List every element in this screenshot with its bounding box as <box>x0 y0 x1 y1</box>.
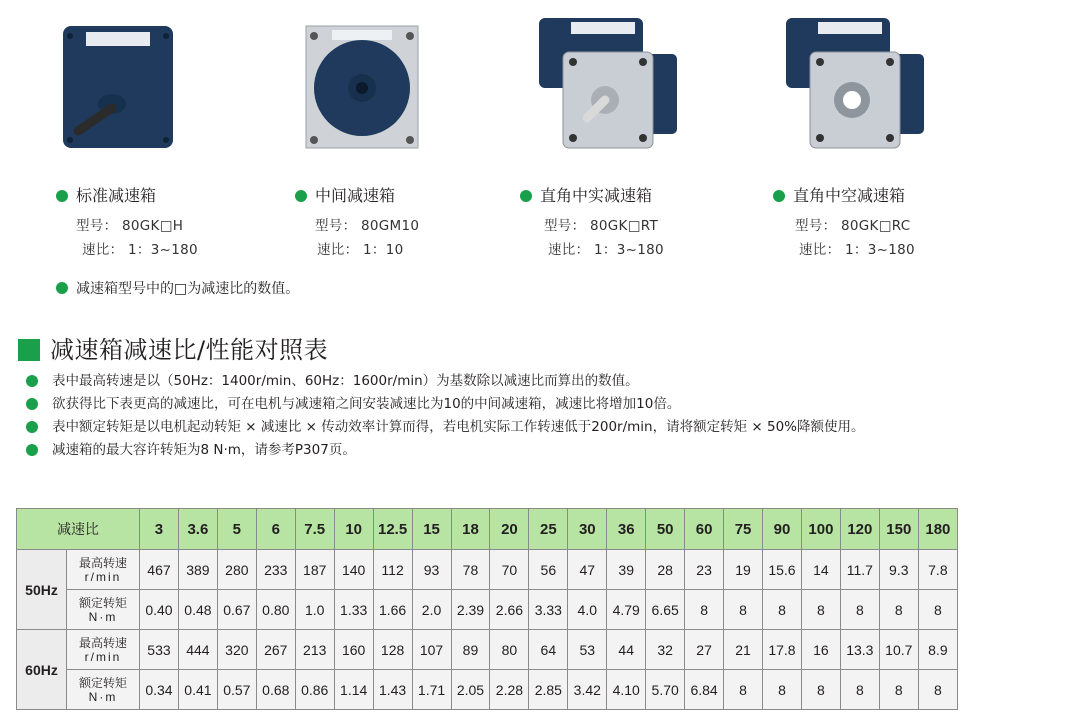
row-label-name: 额定转矩 <box>78 675 127 690</box>
table-cell: 8 <box>724 590 763 630</box>
table-cell: 39 <box>607 550 646 590</box>
table-cell: 8 <box>801 670 840 710</box>
ratio-header-cell: 90 <box>763 509 802 550</box>
row-label <box>67 590 140 630</box>
table-cell: 8 <box>840 590 879 630</box>
table-cell: 0.86 <box>295 670 334 710</box>
table-cell: 2.39 <box>451 590 490 630</box>
table-cell: 1.14 <box>334 670 373 710</box>
table-cell: 0.40 <box>140 590 179 630</box>
product-ratio: 速比： 1：3~180 <box>799 242 915 258</box>
bullet-dot-icon <box>56 282 68 294</box>
ratio-header-cell: 50 <box>646 509 685 550</box>
bullet-dot-icon <box>26 421 38 433</box>
product-ratio: 速比： 1：10 <box>317 242 404 258</box>
ratio-performance-table <box>16 508 958 710</box>
row-label-name: 额定转矩 <box>78 595 127 610</box>
product-name: 中间减速箱 <box>295 183 395 206</box>
table-cell: 4.0 <box>568 590 607 630</box>
ratio-header-cell: 75 <box>724 509 763 550</box>
ratio-header-cell: 5 <box>217 509 256 550</box>
table-cell: 11.7 <box>840 550 879 590</box>
row-label-name: 最高转速 <box>78 555 127 570</box>
table-cell: 8 <box>918 590 957 630</box>
table-cell: 17.8 <box>763 630 802 670</box>
right-angle-hollow-gearbox-photo <box>782 14 927 154</box>
ratio-header-cell: 180 <box>918 509 957 550</box>
ratio-header-cell: 6 <box>256 509 295 550</box>
table-cell: 2.66 <box>490 590 529 630</box>
ratio-header-cell: 3.6 <box>178 509 217 550</box>
table-cell: 187 <box>295 550 334 590</box>
product-model: 型号： 80GM10 <box>315 218 420 234</box>
ratio-header-cell: 30 <box>568 509 607 550</box>
ratio-header-cell: 100 <box>801 509 840 550</box>
product-ratio: 速比： 1：3~180 <box>548 242 664 258</box>
table-cell: 2.85 <box>529 670 568 710</box>
table-cell: 0.67 <box>217 590 256 630</box>
table-cell: 0.41 <box>178 670 217 710</box>
bullet-dot-icon <box>520 190 532 202</box>
table-cell: 6.65 <box>646 590 685 630</box>
bullet-dot-icon <box>26 375 38 387</box>
ratio-header-cell: 60 <box>685 509 724 550</box>
table-cell: 3.42 <box>568 670 607 710</box>
table-cell: 8 <box>724 670 763 710</box>
table-cell: 320 <box>217 630 256 670</box>
row-label-unit: r/min <box>84 569 122 584</box>
table-cell: 160 <box>334 630 373 670</box>
ratio-header-cell: 36 <box>607 509 646 550</box>
table-cell: 8 <box>879 670 918 710</box>
table-cell: 280 <box>217 550 256 590</box>
table-cell: 2.05 <box>451 670 490 710</box>
product-model: 型号： 80GK□RT <box>544 218 658 234</box>
table-cell: 70 <box>490 550 529 590</box>
ratio-header-label: 减速比 <box>17 509 140 550</box>
table-cell: 8 <box>879 590 918 630</box>
table-cell: 213 <box>295 630 334 670</box>
ratio-header-cell: 120 <box>840 509 879 550</box>
row-label-unit: N·m <box>88 689 118 704</box>
bullet-dot-icon <box>56 190 68 202</box>
table-cell: 15.6 <box>763 550 802 590</box>
table-cell: 16 <box>801 630 840 670</box>
ratio-header-cell: 18 <box>451 509 490 550</box>
product-ratio: 速比： 1：3~180 <box>82 242 198 258</box>
row-label <box>67 670 140 710</box>
table-cell: 1.33 <box>334 590 373 630</box>
ratio-header-cell: 12.5 <box>373 509 412 550</box>
section-square-icon <box>18 339 40 361</box>
bullet-dot-icon <box>773 190 785 202</box>
table-row <box>17 670 958 710</box>
product-name: 直角中实减速箱 <box>520 183 652 206</box>
table-cell: 389 <box>178 550 217 590</box>
table-cell: 1.0 <box>295 590 334 630</box>
table-cell: 3.33 <box>529 590 568 630</box>
bullet-dot-icon <box>26 444 38 456</box>
product-name: 直角中空减速箱 <box>773 183 905 206</box>
table-cell: 78 <box>451 550 490 590</box>
table-cell: 28 <box>646 550 685 590</box>
table-cell: 44 <box>607 630 646 670</box>
table-cell: 0.57 <box>217 670 256 710</box>
table-cell: 5.70 <box>646 670 685 710</box>
table-cell: 56 <box>529 550 568 590</box>
table-cell: 4.79 <box>607 590 646 630</box>
table-body <box>17 550 958 710</box>
table-cell: 8 <box>801 590 840 630</box>
table-cell: 6.84 <box>685 670 724 710</box>
table-cell: 4.10 <box>607 670 646 710</box>
table-cell: 21 <box>724 630 763 670</box>
list-item: 表中最高转速是以（50Hz：1400r/min、60Hz：1600r/min）为基数除以减速比而算出的数值。 <box>26 370 966 392</box>
table-cell: 13.3 <box>840 630 879 670</box>
table-cell: 0.80 <box>256 590 295 630</box>
frequency-label: 60Hz <box>17 630 67 710</box>
table-cell: 0.34 <box>140 670 179 710</box>
table-cell: 80 <box>490 630 529 670</box>
ratio-header-cell: 150 <box>879 509 918 550</box>
row-label <box>67 550 140 590</box>
product-model: 型号： 80GK□RC <box>795 218 911 234</box>
table-cell: 1.66 <box>373 590 412 630</box>
right-angle-solid-gearbox-photo <box>535 14 680 154</box>
list-item: 减速箱的最大容许转矩为8 N·m，请参考P307页。 <box>26 439 966 461</box>
table-cell: 2.0 <box>412 590 451 630</box>
table-cell: 467 <box>140 550 179 590</box>
table-cell: 267 <box>256 630 295 670</box>
table-cell: 107 <box>412 630 451 670</box>
section-title: 减速箱减速比/性能对照表 <box>18 330 328 365</box>
table-cell: 112 <box>373 550 412 590</box>
table-cell: 53 <box>568 630 607 670</box>
list-item: 欲获得比下表更高的减速比，可在电机与减速箱之间安装减速比为10的中间减速箱，减速比将增加10倍。 <box>26 393 966 415</box>
table-cell: 140 <box>334 550 373 590</box>
ratio-header-cell: 3 <box>140 509 179 550</box>
standard-gearbox-photo <box>58 16 178 156</box>
table-cell: 233 <box>256 550 295 590</box>
table-cell: 1.71 <box>412 670 451 710</box>
row-label-unit: r/min <box>84 649 122 664</box>
table-cell: 8 <box>763 590 802 630</box>
table-cell: 9.3 <box>879 550 918 590</box>
table-cell: 8 <box>685 590 724 630</box>
table-cell: 64 <box>529 630 568 670</box>
table-cell: 23 <box>685 550 724 590</box>
intermediate-gearbox-photo <box>302 16 422 156</box>
table-cell: 533 <box>140 630 179 670</box>
table-cell: 8 <box>763 670 802 710</box>
table-cell: 47 <box>568 550 607 590</box>
table-header-row <box>17 509 958 550</box>
table-cell: 8.9 <box>918 630 957 670</box>
frequency-label: 50Hz <box>17 550 67 630</box>
table-cell: 19 <box>724 550 763 590</box>
table-cell: 444 <box>178 630 217 670</box>
table-row <box>17 590 958 630</box>
table-cell: 0.68 <box>256 670 295 710</box>
table-cell: 8 <box>918 670 957 710</box>
table-cell: 32 <box>646 630 685 670</box>
list-item: 表中额定转矩是以电机起动转矩 × 减速比 × 传动效率计算而得，若电机实际工作转速低于200r/min，请将额定转矩 × 50%降额使用。 <box>26 416 966 438</box>
table-cell: 128 <box>373 630 412 670</box>
table-cell: 1.43 <box>373 670 412 710</box>
model-note: 减速箱型号中的□为减速比的数值。 <box>56 278 299 298</box>
row-label-name: 最高转速 <box>78 635 127 650</box>
ratio-header-cell: 15 <box>412 509 451 550</box>
table-cell: 10.7 <box>879 630 918 670</box>
table-cell: 14 <box>801 550 840 590</box>
table-cell: 89 <box>451 630 490 670</box>
ratio-header-cell: 7.5 <box>295 509 334 550</box>
table-cell: 2.28 <box>490 670 529 710</box>
bullet-dot-icon <box>26 398 38 410</box>
row-label <box>67 630 140 670</box>
table-row <box>17 630 958 670</box>
table-cell: 0.48 <box>178 590 217 630</box>
notes-list <box>26 370 966 462</box>
ratio-header-cell: 20 <box>490 509 529 550</box>
row-label-unit: N·m <box>88 609 118 624</box>
table-row <box>17 550 958 590</box>
table-cell: 93 <box>412 550 451 590</box>
table-cell: 8 <box>840 670 879 710</box>
table-cell: 7.8 <box>918 550 957 590</box>
product-name: 标准减速箱 <box>56 183 156 206</box>
ratio-header-cell: 25 <box>529 509 568 550</box>
table-cell: 27 <box>685 630 724 670</box>
product-model: 型号： 80GK□H <box>76 218 184 234</box>
ratio-header-cell: 10 <box>334 509 373 550</box>
bullet-dot-icon <box>295 190 307 202</box>
